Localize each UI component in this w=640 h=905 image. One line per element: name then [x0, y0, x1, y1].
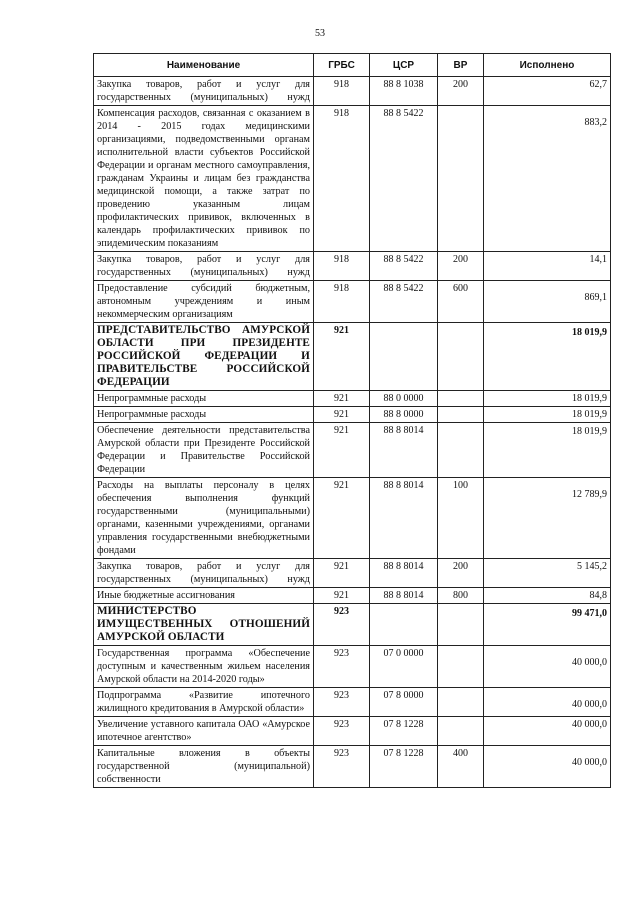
row-csr: 88 8 8014 — [370, 588, 438, 604]
row-grbs: 918 — [314, 252, 370, 281]
row-grbs: 921 — [314, 588, 370, 604]
row-name: Капитальные вложения в объекты государственной (муниципальной) собственности — [94, 746, 314, 788]
row-vr — [438, 717, 484, 746]
table-row — [94, 717, 611, 746]
row-csr: 88 8 0000 — [370, 407, 438, 423]
table-row — [94, 323, 611, 391]
row-name: Компенсация расходов, связанная с оказанием в 2014 - 2015 годах медицинскими организациями, подведомственными органам исполнительной власти субъектов Российской Федерации и органам местного самоуправления, гражданам Украины и лицам без гражданства медицинской помощи, а также затрат по проведению указанным лицам профилактических прививок, включенных в календарь профилактических прививок по эпидемическим показаниям — [94, 106, 314, 252]
row-vr — [438, 391, 484, 407]
row-done: 12 789,9 — [484, 478, 611, 559]
row-grbs: 923 — [314, 604, 370, 646]
table-row — [94, 391, 611, 407]
row-grbs: 921 — [314, 478, 370, 559]
row-csr — [370, 604, 438, 646]
row-done: 18 019,9 — [484, 391, 611, 407]
row-done: 40 000,0 — [484, 688, 611, 717]
row-done: 5 145,2 — [484, 559, 611, 588]
table-row — [94, 252, 611, 281]
row-done: 62,7 — [484, 77, 611, 106]
row-done: 40 000,0 — [484, 717, 611, 746]
row-name: Государственная программа «Обеспечение доступным и качественным жильем населения Амурской области на 2014-2020 годы» — [94, 646, 314, 688]
row-csr: 88 8 5422 — [370, 252, 438, 281]
row-csr — [370, 323, 438, 391]
row-name: Обеспечение деятельности представительства Амурской области при Президенте Российской Федерации и Правительстве Российской Федерации — [94, 423, 314, 478]
row-csr: 07 0 0000 — [370, 646, 438, 688]
row-name: Непрограммные расходы — [94, 407, 314, 423]
header-grbs: ГРБС — [314, 54, 370, 77]
row-vr: 200 — [438, 252, 484, 281]
row-vr: 600 — [438, 281, 484, 323]
row-name: МИНИСТЕРСТВО ИМУЩЕСТВЕННЫХ ОТНОШЕНИЙ АМУРСКОЙ ОБЛАСТИ — [94, 604, 314, 646]
table-row — [94, 559, 611, 588]
row-vr — [438, 407, 484, 423]
table-row — [94, 478, 611, 559]
row-csr: 07 8 1228 — [370, 746, 438, 788]
row-vr — [438, 688, 484, 717]
table-row — [94, 646, 611, 688]
row-done: 869,1 — [484, 281, 611, 323]
table-row — [94, 407, 611, 423]
row-name: Закупка товаров, работ и услуг для государственных (муниципальных) нужд — [94, 252, 314, 281]
row-grbs: 923 — [314, 717, 370, 746]
table-row — [94, 604, 611, 646]
row-grbs: 921 — [314, 323, 370, 391]
row-csr: 88 8 1038 — [370, 77, 438, 106]
row-grbs: 918 — [314, 77, 370, 106]
row-name: Иные бюджетные ассигнования — [94, 588, 314, 604]
row-done: 14,1 — [484, 252, 611, 281]
row-vr — [438, 106, 484, 252]
header-csr: ЦСР — [370, 54, 438, 77]
row-grbs: 923 — [314, 688, 370, 717]
table-row — [94, 106, 611, 252]
row-csr: 07 8 1228 — [370, 717, 438, 746]
row-vr: 400 — [438, 746, 484, 788]
row-vr — [438, 604, 484, 646]
row-done: 18 019,9 — [484, 323, 611, 391]
table-row — [94, 423, 611, 478]
row-vr: 200 — [438, 77, 484, 106]
table-row — [94, 688, 611, 717]
row-grbs: 923 — [314, 646, 370, 688]
table-row — [94, 281, 611, 323]
row-vr — [438, 423, 484, 478]
row-name: Предоставление субсидий бюджетным, автономным учреждениям и иным некоммерческим организациям — [94, 281, 314, 323]
table-row — [94, 588, 611, 604]
row-csr: 88 0 0000 — [370, 391, 438, 407]
row-name: ПРЕДСТАВИТЕЛЬСТВО АМУРСКОЙ ОБЛАСТИ ПРИ ПРЕЗИДЕНТЕ РОССИЙСКОЙ ФЕДЕРАЦИИ И ПРАВИТЕЛЬСТВЕ РОССИЙСКОЙ ФЕДЕРАЦИИ — [94, 323, 314, 391]
row-grbs: 921 — [314, 559, 370, 588]
table-row — [94, 746, 611, 788]
row-csr: 07 8 0000 — [370, 688, 438, 717]
row-vr: 100 — [438, 478, 484, 559]
row-name: Закупка товаров, работ и услуг для государственных (муниципальных) нужд — [94, 559, 314, 588]
row-done: 18 019,9 — [484, 423, 611, 478]
page-number: 53 — [315, 28, 325, 39]
row-vr — [438, 646, 484, 688]
row-csr: 88 8 8014 — [370, 423, 438, 478]
row-done: 883,2 — [484, 106, 611, 252]
budget-table — [93, 53, 611, 788]
row-done: 18 019,9 — [484, 407, 611, 423]
row-vr: 200 — [438, 559, 484, 588]
row-name: Увеличение уставного капитала ОАО «Амурское ипотечное агентство» — [94, 717, 314, 746]
row-csr: 88 8 5422 — [370, 281, 438, 323]
row-grbs: 921 — [314, 423, 370, 478]
row-csr: 88 8 5422 — [370, 106, 438, 252]
row-done: 84,8 — [484, 588, 611, 604]
row-csr: 88 8 8014 — [370, 478, 438, 559]
row-grbs: 921 — [314, 391, 370, 407]
row-name: Расходы на выплаты персоналу в целях обеспечения выполнения функций государственными (муниципальными) органами, казенными учреждениями, органами управления государственными внебюджетными фондами — [94, 478, 314, 559]
table-row — [94, 77, 611, 106]
row-grbs: 918 — [314, 281, 370, 323]
row-done: 99 471,0 — [484, 604, 611, 646]
row-csr: 88 8 8014 — [370, 559, 438, 588]
table-header-row — [94, 54, 611, 77]
row-vr — [438, 323, 484, 391]
row-name: Подпрограмма «Развитие ипотечного жилищного кредитования в Амурской области» — [94, 688, 314, 717]
row-done: 40 000,0 — [484, 746, 611, 788]
row-name: Закупка товаров, работ и услуг для государственных (муниципальных) нужд — [94, 77, 314, 106]
row-name: Непрограммные расходы — [94, 391, 314, 407]
header-done: Исполнено — [484, 54, 611, 77]
header-name: Наименование — [94, 54, 314, 77]
row-grbs: 918 — [314, 106, 370, 252]
row-vr: 800 — [438, 588, 484, 604]
row-grbs: 923 — [314, 746, 370, 788]
row-done: 40 000,0 — [484, 646, 611, 688]
header-vr: ВР — [438, 54, 484, 77]
row-grbs: 921 — [314, 407, 370, 423]
